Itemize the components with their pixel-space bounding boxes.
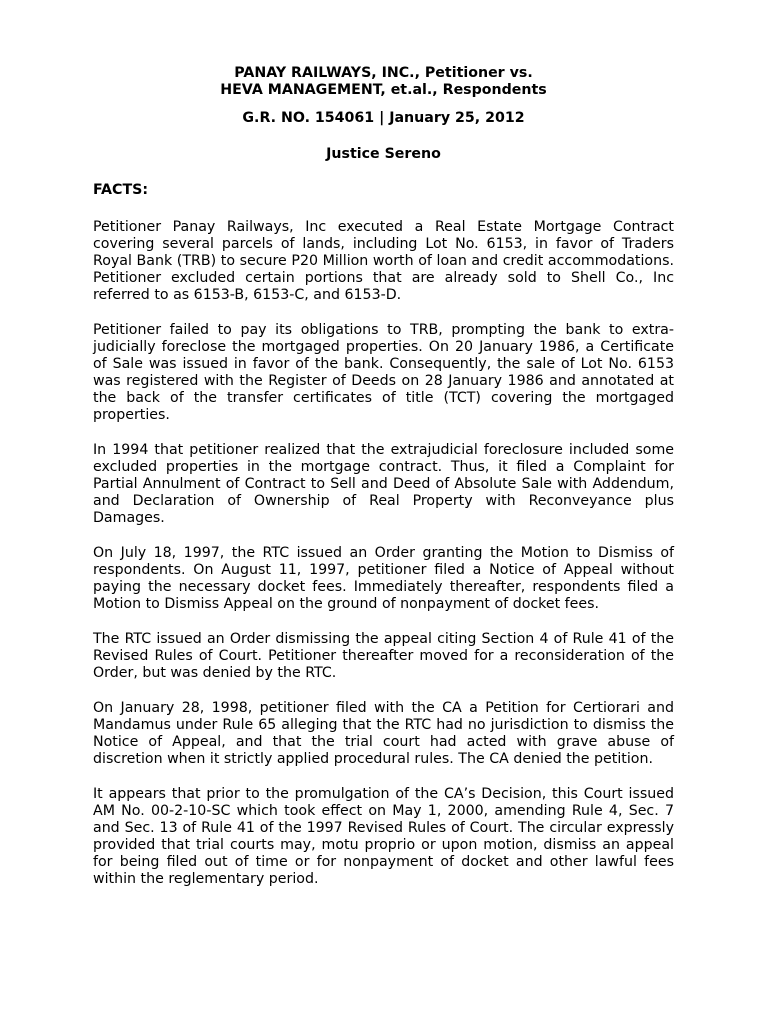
case-title (93, 65, 674, 99)
case-number: G.R. NO. 154061 | January 25, 2012 (242, 110, 525, 126)
paragraph-5: The RTC issued an Order dismissing the appeal citing Section 4 of Rule 41 of the Revised Rules of Court. Petitioner thereafter moved for a reconsideration of the Order, but was denied by the RTC. (93, 631, 674, 681)
paragraph-6: On January 28, 1998, petitioner filed with the CA a Petition for Certiorari and Mandamus under Rule 65 alleging that the RTC had no jurisdiction to dismiss the Notice of Appeal, and that the trial court had acted with grave abuse of discretion when it strictly applied procedural rules. The CA denied the petition. (93, 700, 674, 767)
case-title-line-1: PANAY RAILWAYS, INC., Petitioner vs. (234, 65, 533, 81)
case-title-line-2: HEVA MANAGEMENT, et.al., Respondents (220, 82, 547, 98)
paragraph-1: Petitioner Panay Railways, Inc executed a Real Estate Mortgage Contract covering several parcels of lands, including Lot No. 6153, in favor of Traders Royal Bank (TRB) to secure P20 Million worth of loan and credit accommodations. Petitioner excluded certain portions that are already sold to Shell Co., Inc referred to as 6153-B, 6153-C, and 6153-D. (93, 219, 674, 303)
section-heading-facts: FACTS: (93, 182, 149, 198)
paragraph-7: It appears that prior to the promulgation of the CA’s Decision, this Court issued AM No. 00-2-10-SC which took effect on May 1, 2000, amending Rule 4, Sec. 7 and Sec. 13 of Rule 41 of the 1997 Revised Rules of Court. The circular expressly provided that trial courts may, motu proprio or upon motion, dismiss an appeal for being filed out of time or for nonpayment of docket and other lawful fees within the reglementary period. (93, 786, 674, 887)
ponente: Justice Sereno (326, 146, 441, 162)
paragraph-4: On July 18, 1997, the RTC issued an Order granting the Motion to Dismiss of respondents. On August 11, 1997, petitioner filed a Notice of Appeal without paying the necessary docket fees. Immediately thereafter, respondents filed a Motion to Dismiss Appeal on the ground of nonpayment of docket fees. (93, 545, 674, 612)
document-page (93, 65, 674, 888)
paragraph-3: In 1994 that petitioner realized that the extrajudicial foreclosure included some excluded properties in the mortgage contract. Thus, it filed a Complaint for Partial Annulment of Contract to Sell and Deed of Absolute Sale with Addendum, and Declaration of Ownership of Real Property with Reconveyance plus Damages. (93, 442, 674, 526)
paragraph-2: Petitioner failed to pay its obligations to TRB, prompting the bank to extra-judicially foreclose the mortgaged properties. On 20 January 1986, a Certificate of Sale was issued in favor of the bank. Consequently, the sale of Lot No. 6153 was registered with the Register of Deeds on 28 January 1986 and annotated at the back of the transfer certificates of title (TCT) covering the mortgaged properties. (93, 322, 674, 423)
